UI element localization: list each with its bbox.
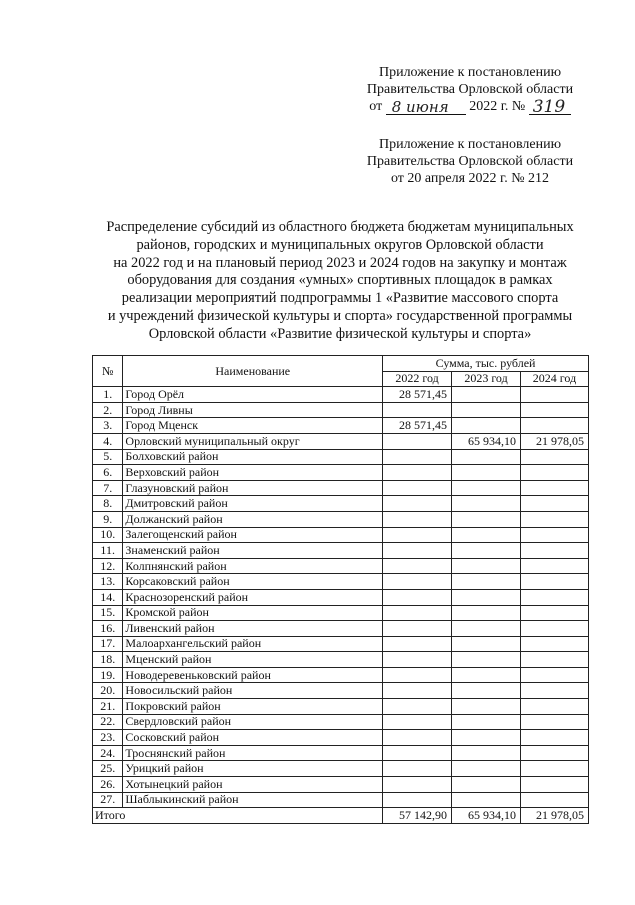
row-name: Краснозоренский район [123, 589, 383, 605]
row-value-2022 [383, 667, 452, 683]
row-value-2024 [521, 589, 589, 605]
table-row [93, 605, 589, 621]
row-value-2023 [452, 589, 521, 605]
handwritten-date: 8 июня [391, 98, 449, 116]
row-value-2023 [452, 636, 521, 652]
subsidy-table-container [92, 355, 589, 824]
table-row [93, 402, 589, 418]
date-year-text: 2022 г. № [469, 99, 526, 114]
table-row [93, 777, 589, 793]
row-value-2023 [452, 449, 521, 465]
row-value-2022 [383, 636, 452, 652]
row-value-2022 [383, 558, 452, 574]
row-value-2024 [521, 761, 589, 777]
row-number: 26. [93, 777, 123, 793]
row-name: Колпнянский район [123, 558, 383, 574]
row-number: 14. [93, 589, 123, 605]
row-number: 22. [93, 714, 123, 730]
row-number: 16. [93, 621, 123, 637]
row-value-2022 [383, 652, 452, 668]
row-value-2024 [521, 387, 589, 403]
row-name: Город Орёл [123, 387, 383, 403]
appendix-old-line2: Правительства Орловской области [366, 154, 574, 169]
row-value-2024 [521, 543, 589, 559]
row-value-2023 [452, 480, 521, 496]
table-row [93, 387, 589, 403]
row-value-2022 [383, 574, 452, 590]
table-row [93, 792, 589, 808]
row-value-2022: 28 571,45 [383, 418, 452, 434]
row-name: Новосильский район [123, 683, 383, 699]
appendix-old-line1: Приложение к постановлению [378, 137, 562, 152]
table-row [93, 465, 589, 481]
row-value-2023 [452, 699, 521, 715]
row-value-2023 [452, 496, 521, 512]
table-row [93, 543, 589, 559]
row-name: Верховский район [123, 465, 383, 481]
row-value-2024 [521, 511, 589, 527]
row-value-2022: 28 571,45 [383, 387, 452, 403]
row-number: 12. [93, 558, 123, 574]
title-line: оборудования для создания «умных» спортивных площадок в рамках [127, 272, 553, 289]
row-value-2022 [383, 480, 452, 496]
row-value-2022 [383, 761, 452, 777]
row-value-2022 [383, 621, 452, 637]
row-value-2022 [383, 745, 452, 761]
row-value-2023 [452, 730, 521, 746]
row-value-2023 [452, 527, 521, 543]
total-label: Итого [93, 808, 383, 824]
title-line: Распределение субсидий из областного бюджета бюджетам муниципальных [106, 219, 574, 235]
row-name: Болховский район [123, 449, 383, 465]
row-name: Город Ливны [123, 402, 383, 418]
row-value-2024 [521, 745, 589, 761]
table-row [93, 667, 589, 683]
appendix-new-line1: Приложение к постановлению [378, 65, 562, 80]
row-name: Покровский район [123, 699, 383, 715]
row-name: Залегощенский район [123, 527, 383, 543]
row-value-2024 [521, 465, 589, 481]
row-number: 19. [93, 667, 123, 683]
row-value-2023 [452, 667, 521, 683]
row-name: Город Мценск [123, 418, 383, 434]
row-value-2024 [521, 652, 589, 668]
row-value-2024 [521, 558, 589, 574]
row-value-2022 [383, 792, 452, 808]
row-number: 2. [93, 402, 123, 418]
row-name: Знаменский район [123, 543, 383, 559]
appendix-old-block [345, 136, 595, 187]
row-number: 27. [93, 792, 123, 808]
row-value-2024 [521, 402, 589, 418]
table-total-row [93, 808, 589, 824]
row-value-2022 [383, 465, 452, 481]
title-line: реализации мероприятий подпрограммы 1 «Развитие массового спорта [121, 290, 559, 307]
row-value-2023 [452, 792, 521, 808]
row-value-2022 [383, 589, 452, 605]
row-value-2023 [452, 574, 521, 590]
table-row [93, 449, 589, 465]
handwritten-number: 319 [532, 97, 566, 117]
subsidy-table [92, 355, 589, 824]
header-2024: 2024 год [521, 371, 589, 387]
row-value-2024 [521, 636, 589, 652]
row-number: 23. [93, 730, 123, 746]
table-row [93, 527, 589, 543]
row-value-2022 [383, 605, 452, 621]
row-name: Кромской район [123, 605, 383, 621]
row-value-2023 [452, 761, 521, 777]
row-value-2023 [452, 387, 521, 403]
row-number: 9. [93, 511, 123, 527]
row-value-2024 [521, 699, 589, 715]
table-row [93, 745, 589, 761]
row-value-2023 [452, 777, 521, 793]
row-value-2024 [521, 714, 589, 730]
row-value-2023 [452, 621, 521, 637]
row-value-2023 [452, 418, 521, 434]
header-num: № [93, 356, 123, 387]
row-number: 7. [93, 480, 123, 496]
table-row [93, 652, 589, 668]
row-value-2024 [521, 777, 589, 793]
row-value-2023 [452, 652, 521, 668]
title-line: и учреждений физической культуры и спорта» государственной программы [107, 307, 573, 324]
row-name: Новодеревеньковский район [123, 667, 383, 683]
row-name: Свердловский район [123, 714, 383, 730]
row-value-2023 [452, 402, 521, 418]
handwritten-number-field [529, 97, 571, 117]
table-row [93, 683, 589, 699]
table-row [93, 511, 589, 527]
row-name: Урицкий район [123, 761, 383, 777]
row-value-2022 [383, 714, 452, 730]
row-value-2023 [452, 714, 521, 730]
row-value-2024 [521, 683, 589, 699]
header-sum: Сумма, тыс. рублей [383, 356, 589, 372]
row-value-2023 [452, 605, 521, 621]
row-value-2024 [521, 667, 589, 683]
row-value-2022 [383, 730, 452, 746]
table-row [93, 589, 589, 605]
row-value-2022 [383, 496, 452, 512]
row-value-2023 [452, 558, 521, 574]
row-value-2023 [452, 511, 521, 527]
table-row [93, 636, 589, 652]
row-value-2023 [452, 745, 521, 761]
row-value-2022 [383, 511, 452, 527]
handwritten-date-field [386, 100, 466, 115]
row-name: Сосковский район [123, 730, 383, 746]
table-row [93, 761, 589, 777]
row-number: 24. [93, 745, 123, 761]
table-row [93, 496, 589, 512]
row-value-2022 [383, 402, 452, 418]
row-value-2024 [521, 418, 589, 434]
table-row [93, 433, 589, 449]
row-value-2024 [521, 574, 589, 590]
row-value-2024 [521, 496, 589, 512]
date-prefix: от [369, 99, 383, 114]
table-row [93, 621, 589, 637]
total-2022: 57 142,90 [383, 808, 452, 824]
row-name: Корсаковский район [123, 574, 383, 590]
table-row [93, 558, 589, 574]
row-value-2023 [452, 465, 521, 481]
row-value-2022 [383, 777, 452, 793]
table-row [93, 714, 589, 730]
row-value-2022 [383, 543, 452, 559]
row-name: Мценский район [123, 652, 383, 668]
document-title [80, 219, 600, 344]
appendix-old-line3: от 20 апреля 2022 г. № 212 [390, 171, 550, 186]
row-number: 4. [93, 433, 123, 449]
row-value-2024 [521, 480, 589, 496]
row-value-2024 [521, 792, 589, 808]
header-name: Наименование [123, 356, 383, 387]
title-line: на 2022 год и на плановый период 2023 и 2024 годов на закупку и монтаж [113, 254, 567, 271]
row-value-2024 [521, 730, 589, 746]
row-name: Малоархангельский район [123, 636, 383, 652]
total-2024: 21 978,05 [521, 808, 589, 824]
row-value-2024: 21 978,05 [521, 433, 589, 449]
title-line: Орловской области «Развитие физической культуры и спорта» [148, 325, 532, 342]
header-2022: 2022 год [383, 371, 452, 387]
row-value-2024 [521, 621, 589, 637]
row-number: 6. [93, 465, 123, 481]
row-number: 13. [93, 574, 123, 590]
row-value-2023 [452, 543, 521, 559]
row-number: 25. [93, 761, 123, 777]
row-number: 1. [93, 387, 123, 403]
row-name: Ливенский район [123, 621, 383, 637]
appendix-new-date-line [345, 98, 595, 115]
row-number: 11. [93, 543, 123, 559]
table-body [93, 387, 589, 824]
row-number: 3. [93, 418, 123, 434]
table-row [93, 730, 589, 746]
header-2023: 2023 год [452, 371, 521, 387]
appendix-new-line2: Правительства Орловской области [366, 82, 574, 97]
row-name: Троснянский район [123, 745, 383, 761]
row-name: Хотынецкий район [123, 777, 383, 793]
row-value-2024 [521, 605, 589, 621]
row-number: 10. [93, 527, 123, 543]
row-number: 17. [93, 636, 123, 652]
row-number: 21. [93, 699, 123, 715]
row-number: 18. [93, 652, 123, 668]
row-value-2022 [383, 527, 452, 543]
row-value-2022 [383, 699, 452, 715]
row-number: 5. [93, 449, 123, 465]
row-value-2022 [383, 683, 452, 699]
row-value-2024 [521, 527, 589, 543]
row-value-2022 [383, 433, 452, 449]
title-line: районов, городских и муниципальных округов Орловской области [136, 236, 544, 253]
row-name: Должанский район [123, 511, 383, 527]
table-row [93, 574, 589, 590]
row-value-2023 [452, 683, 521, 699]
row-name: Шаблыкинский район [123, 792, 383, 808]
row-number: 8. [93, 496, 123, 512]
row-value-2022 [383, 449, 452, 465]
table-header-row [93, 356, 589, 372]
row-value-2023: 65 934,10 [452, 433, 521, 449]
row-number: 15. [93, 605, 123, 621]
row-number: 20. [93, 683, 123, 699]
row-name: Дмитровский район [123, 496, 383, 512]
appendix-new-block [345, 64, 595, 115]
row-value-2024 [521, 449, 589, 465]
row-name: Орловский муниципальный округ [123, 433, 383, 449]
table-row [93, 480, 589, 496]
row-name: Глазуновский район [123, 480, 383, 496]
table-row [93, 699, 589, 715]
table-row [93, 418, 589, 434]
total-2023: 65 934,10 [452, 808, 521, 824]
